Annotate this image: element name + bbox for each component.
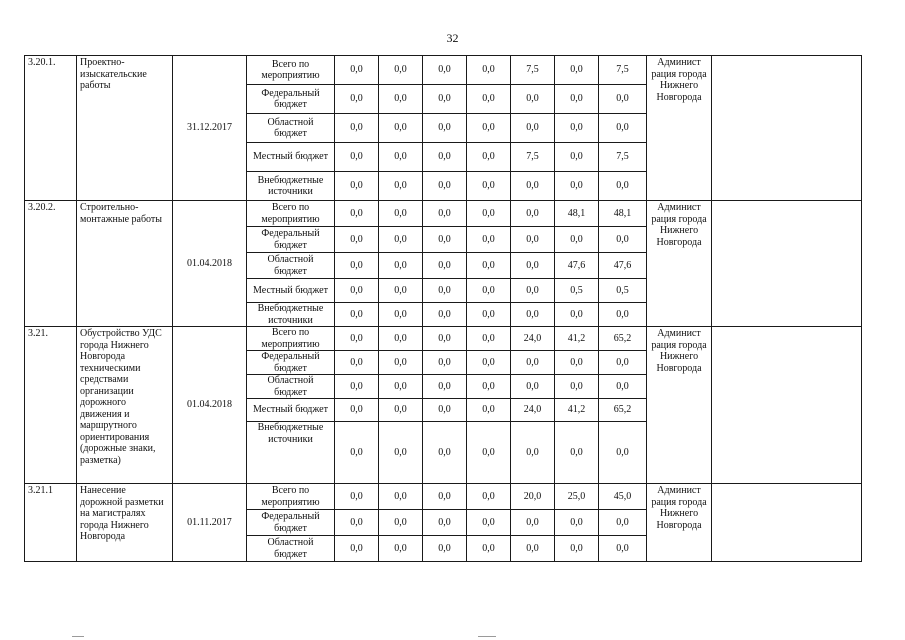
amount-cell: 0,0 (467, 327, 511, 351)
notes-cell (712, 56, 862, 201)
amount-cell: 0,0 (335, 351, 379, 375)
amount-cell: 0,0 (379, 279, 423, 303)
amount-cell: 0,0 (335, 510, 379, 536)
amount-cell: 0,0 (599, 85, 647, 114)
budget-table (24, 55, 862, 562)
amount-cell: 24,0 (511, 399, 555, 422)
amount-cell: 0,0 (511, 279, 555, 303)
amount-cell: 0,0 (467, 303, 511, 327)
amount-cell: 0,0 (467, 114, 511, 143)
amount-cell: 65,2 (599, 327, 647, 351)
notes-cell (712, 201, 862, 327)
measure-number: 3.21. (25, 327, 77, 484)
amount-cell: 0,0 (511, 510, 555, 536)
amount-cell: 0,5 (555, 279, 599, 303)
amount-cell: 0,0 (511, 85, 555, 114)
amount-cell: 7,5 (511, 56, 555, 85)
funding-source: Областной бюджет (247, 536, 335, 562)
amount-cell: 0,0 (599, 303, 647, 327)
amount-cell: 0,0 (379, 375, 423, 399)
amount-cell: 0,0 (467, 279, 511, 303)
measure-number: 3.20.1. (25, 56, 77, 201)
amount-cell: 0,0 (335, 484, 379, 510)
notes-cell (712, 484, 862, 562)
amount-cell: 0,0 (379, 422, 423, 484)
amount-cell: 0,0 (335, 279, 379, 303)
amount-cell: 0,0 (379, 351, 423, 375)
amount-cell: 0,0 (335, 253, 379, 279)
deadline-date: 01.11.2017 (173, 484, 247, 562)
deadline-date: 01.04.2018 (173, 201, 247, 327)
amount-cell: 0,0 (555, 375, 599, 399)
funding-source: Областной бюджет (247, 253, 335, 279)
amount-cell: 0,0 (511, 227, 555, 253)
amount-cell: 0,0 (423, 253, 467, 279)
executor: Админист рация города Нижнего Новгорода (647, 56, 712, 201)
amount-cell: 0,0 (555, 143, 599, 172)
amount-cell: 0,0 (335, 56, 379, 85)
amount-cell: 0,0 (379, 510, 423, 536)
deadline-date: 01.04.2018 (173, 327, 247, 484)
amount-cell: 48,1 (599, 201, 647, 227)
amount-cell: 0,0 (379, 536, 423, 562)
measure-name: Проектно-изыскательские работы (77, 56, 173, 201)
amount-cell: 0,0 (423, 375, 467, 399)
amount-cell: 0,0 (379, 399, 423, 422)
executor: Админист рация города Нижнего Новгорода (647, 484, 712, 562)
funding-source: Областной бюджет (247, 375, 335, 399)
amount-cell: 41,2 (555, 327, 599, 351)
amount-cell: 0,0 (467, 399, 511, 422)
amount-cell: 0,0 (599, 375, 647, 399)
amount-cell: 0,0 (423, 56, 467, 85)
amount-cell: 0,0 (423, 227, 467, 253)
amount-cell: 0,0 (511, 422, 555, 484)
amount-cell: 0,0 (467, 510, 511, 536)
amount-cell: 0,0 (379, 85, 423, 114)
amount-cell: 0,0 (467, 422, 511, 484)
funding-source: Внебюджетные источники (247, 422, 335, 484)
amount-cell: 0,0 (467, 351, 511, 375)
funding-source: Внебюджетные источники (247, 172, 335, 201)
amount-cell: 0,0 (423, 114, 467, 143)
amount-cell: 0,0 (335, 399, 379, 422)
table-row (25, 56, 862, 85)
amount-cell: 0,0 (423, 399, 467, 422)
amount-cell: 0,0 (379, 327, 423, 351)
executor: Админист рация города Нижнего Новгорода (647, 327, 712, 484)
amount-cell: 0,0 (467, 536, 511, 562)
page-edge-mark (72, 636, 84, 637)
amount-cell: 0,0 (423, 85, 467, 114)
amount-cell: 0,0 (423, 303, 467, 327)
amount-cell: 0,0 (511, 253, 555, 279)
amount-cell: 0,0 (555, 85, 599, 114)
amount-cell: 0,0 (467, 253, 511, 279)
amount-cell: 7,5 (599, 56, 647, 85)
amount-cell: 0,0 (335, 303, 379, 327)
amount-cell: 0,0 (335, 143, 379, 172)
page-number: 32 (446, 31, 459, 45)
amount-cell: 48,1 (555, 201, 599, 227)
notes-cell (712, 327, 862, 484)
funding-source: Местный бюджет (247, 143, 335, 172)
amount-cell: 0,0 (423, 351, 467, 375)
amount-cell: 7,5 (511, 143, 555, 172)
amount-cell: 0,0 (423, 327, 467, 351)
deadline-date: 31.12.2017 (173, 56, 247, 201)
funding-source: Федеральный бюджет (247, 351, 335, 375)
measure-name: Обустройство УДС города Нижнего Новгорода техническими средствами организации дорожного движения и маршрутного ориентирования (дорожные знаки, разметка) (77, 327, 173, 484)
amount-cell: 0,0 (511, 172, 555, 201)
amount-cell: 0,0 (555, 422, 599, 484)
amount-cell: 0,0 (511, 303, 555, 327)
amount-cell: 0,0 (379, 253, 423, 279)
amount-cell: 0,0 (599, 422, 647, 484)
amount-cell: 0,0 (423, 422, 467, 484)
table-row (25, 327, 862, 351)
funding-source: Внебюджетные источники (247, 303, 335, 327)
amount-cell: 0,0 (599, 227, 647, 253)
funding-source: Всего по мероприятию (247, 484, 335, 510)
amount-cell: 47,6 (555, 253, 599, 279)
amount-cell: 65,2 (599, 399, 647, 422)
amount-cell: 0,0 (555, 510, 599, 536)
amount-cell: 0,0 (335, 172, 379, 201)
amount-cell: 41,2 (555, 399, 599, 422)
amount-cell: 0,0 (335, 201, 379, 227)
amount-cell: 0,0 (555, 303, 599, 327)
amount-cell: 0,0 (379, 143, 423, 172)
funding-source: Всего по мероприятию (247, 56, 335, 85)
amount-cell: 0,0 (467, 375, 511, 399)
funding-source: Федеральный бюджет (247, 510, 335, 536)
executor: Админист рация города Нижнего Новгорода (647, 201, 712, 327)
amount-cell: 0,0 (423, 172, 467, 201)
amount-cell: 0,0 (335, 375, 379, 399)
amount-cell: 0,0 (467, 85, 511, 114)
amount-cell: 0,0 (555, 56, 599, 85)
funding-source: Местный бюджет (247, 279, 335, 303)
amount-cell: 0,0 (335, 85, 379, 114)
page-edge-mark (478, 636, 496, 637)
amount-cell: 0,0 (599, 172, 647, 201)
amount-cell: 0,0 (511, 201, 555, 227)
amount-cell: 0,0 (555, 351, 599, 375)
amount-cell: 0,0 (467, 227, 511, 253)
amount-cell: 0,0 (423, 484, 467, 510)
funding-source: Всего по мероприятию (247, 201, 335, 227)
amount-cell: 0,0 (599, 114, 647, 143)
amount-cell: 24,0 (511, 327, 555, 351)
amount-cell: 25,0 (555, 484, 599, 510)
amount-cell: 0,0 (599, 536, 647, 562)
measure-number: 3.21.1 (25, 484, 77, 562)
amount-cell: 0,0 (511, 351, 555, 375)
amount-cell: 7,5 (599, 143, 647, 172)
measure-number: 3.20.2. (25, 201, 77, 327)
amount-cell: 0,0 (511, 114, 555, 143)
amount-cell: 0,0 (335, 327, 379, 351)
amount-cell: 0,0 (555, 114, 599, 143)
funding-source: Областной бюджет (247, 114, 335, 143)
amount-cell: 0,0 (379, 201, 423, 227)
amount-cell: 0,0 (379, 484, 423, 510)
measure-name: Нанесение дорожной разметки на магистралях города Нижнего Новгорода (77, 484, 173, 562)
amount-cell: 0,5 (599, 279, 647, 303)
amount-cell: 0,0 (467, 56, 511, 85)
amount-cell: 0,0 (423, 143, 467, 172)
amount-cell: 0,0 (335, 422, 379, 484)
amount-cell: 0,0 (467, 172, 511, 201)
amount-cell: 0,0 (335, 227, 379, 253)
funding-source: Местный бюджет (247, 399, 335, 422)
amount-cell: 0,0 (335, 536, 379, 562)
amount-cell: 0,0 (379, 303, 423, 327)
amount-cell: 0,0 (423, 536, 467, 562)
amount-cell: 0,0 (423, 201, 467, 227)
amount-cell: 0,0 (599, 351, 647, 375)
funding-source: Федеральный бюджет (247, 227, 335, 253)
amount-cell: 0,0 (511, 536, 555, 562)
budget-table-body (25, 56, 862, 562)
funding-source: Федеральный бюджет (247, 85, 335, 114)
amount-cell: 0,0 (467, 143, 511, 172)
amount-cell: 0,0 (423, 510, 467, 536)
funding-source: Всего по мероприятию (247, 327, 335, 351)
amount-cell: 0,0 (555, 172, 599, 201)
amount-cell: 0,0 (467, 201, 511, 227)
table-row (25, 484, 862, 510)
amount-cell: 0,0 (335, 114, 379, 143)
amount-cell: 0,0 (379, 172, 423, 201)
amount-cell: 45,0 (599, 484, 647, 510)
amount-cell: 20,0 (511, 484, 555, 510)
amount-cell: 0,0 (555, 227, 599, 253)
amount-cell: 0,0 (599, 510, 647, 536)
amount-cell: 0,0 (423, 279, 467, 303)
measure-name: Строительно-монтажные работы (77, 201, 173, 327)
amount-cell: 0,0 (511, 375, 555, 399)
table-row (25, 201, 862, 227)
amount-cell: 0,0 (379, 56, 423, 85)
amount-cell: 0,0 (467, 484, 511, 510)
amount-cell: 47,6 (599, 253, 647, 279)
amount-cell: 0,0 (379, 114, 423, 143)
amount-cell: 0,0 (379, 227, 423, 253)
amount-cell: 0,0 (555, 536, 599, 562)
